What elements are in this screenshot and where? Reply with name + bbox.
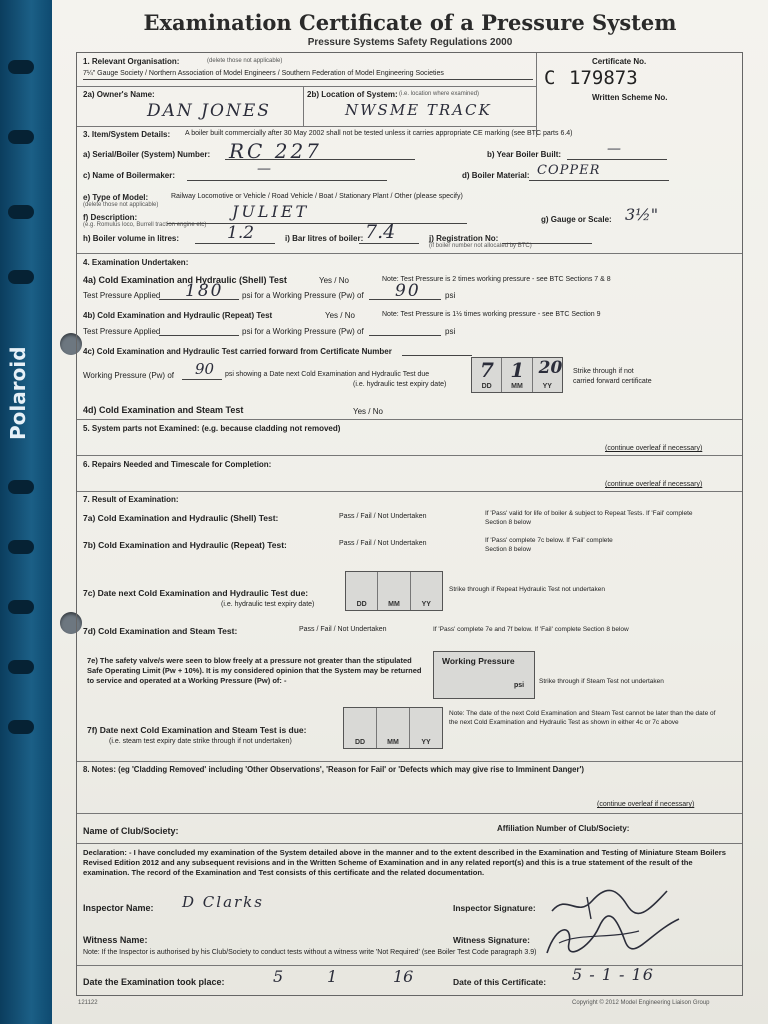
s7-header: 7. Result of Examination: — [83, 495, 179, 504]
s7e-psi-label: psi — [514, 682, 525, 689]
s5-continue: (continue overleaf if necessary) — [605, 445, 703, 452]
owner-value: DAN JONES — [147, 101, 271, 121]
exam-date-label: Date the Examination took place: — [83, 977, 225, 987]
material-label: d) Boiler Material: — [462, 171, 530, 180]
type-options: Railway Locomotive or Vehicle / Road Vehicle / Boat / Stationary Plant / Other (please specify) — [171, 193, 463, 200]
psi-label: psi — [445, 327, 456, 336]
cert-prefix: C — [544, 67, 556, 89]
inspector-sig-label: Inspector Signature: — [453, 903, 536, 913]
s7b-note: If 'Pass' complete 7c below. If 'Fail' complete Section 8 below — [485, 537, 613, 553]
binder-ring — [8, 540, 34, 554]
binder-spine — [0, 0, 52, 1024]
yy-label: YY — [542, 383, 552, 390]
s1-orgs: 7¼" Gauge Society / Northern Association of Model Engineers / Southern Federation of Model Engineering Societies — [83, 70, 444, 77]
field-line — [502, 243, 592, 244]
s4a-note: Note: Test Pressure is 2 times working pressure - see BTC Sections 7 & 8 — [382, 276, 611, 283]
reg-label: j) Registration No: — [429, 234, 499, 243]
s3-header: 3. Item/System Details: — [83, 130, 171, 139]
inspector-name-value: D Clarks — [182, 893, 264, 911]
s6-label: 6. Repairs Needed and Timescale for Completion: — [83, 460, 272, 469]
type-note: (delete those not applicable) — [83, 202, 159, 208]
psi-for-label: psi for a Working Pressure (Pw) of — [242, 291, 364, 300]
year-label: b) Year Boiler Built: — [487, 150, 562, 159]
serial-label: a) Serial/Boiler (System) Number: — [83, 150, 211, 159]
test-applied-label: Test Pressure Applied — [83, 291, 161, 300]
s4a-test-value: 180 — [185, 281, 224, 301]
cert-date-value: 5 - 1 - 16 — [572, 965, 654, 984]
cert-date-label: Date of this Certificate: — [453, 977, 547, 987]
s4c-date-boxes — [471, 357, 563, 393]
s8-label: 8. Notes: (eg 'Cladding Removed' including 'Other Observations', 'Reason for Fail' or 'Defects which may give rise to Imminent Danger') — [83, 765, 584, 774]
mm-label: MM — [387, 739, 399, 746]
binder-ring — [8, 130, 34, 144]
s4a-label: 4a) Cold Examination and Hydraulic (Shell) Test — [83, 275, 287, 285]
gauge-label: g) Gauge or Scale: — [541, 215, 612, 224]
s4c-yy: 20 — [538, 358, 563, 378]
s4d-label: 4d) Cold Examination and Steam Test — [83, 405, 244, 415]
s7c-mm-cell — [378, 572, 410, 610]
decl-top-border — [77, 843, 742, 844]
field-line — [167, 223, 467, 224]
s7c-date-boxes — [345, 571, 443, 611]
binder-ring — [8, 480, 34, 494]
s4c-dd: 7 — [480, 358, 494, 382]
type-label: e) Type of Model: — [83, 193, 149, 202]
s7f-label: 7f) Date next Cold Examination and Steam Test is due: — [87, 725, 307, 735]
field-line — [402, 355, 472, 356]
s4c-label: 4c) Cold Examination and Hydraulic Test carried forward from Certificate Number — [83, 347, 392, 356]
s1-label: 1. Relevant Organisation: — [83, 57, 180, 66]
binder-ring — [8, 600, 34, 614]
page-title: Examination Certificate of a Pressure System — [143, 10, 677, 35]
declaration-text: Declaration: - I have concluded my examination of the System detailed above in the manner and to the extent described in the Examination and Testing of Miniature Steam Boilers Revised Edition 2012 and any subsequent revisions and in the Written Scheme of Examination and in any related report(s) and this is a true statement of the result of the examination. The record of the Examination and Test consists of this certificate and the related documentation. — [83, 848, 726, 877]
s7e-text: 7e) The safety valve/s were seen to blow freely at a pressure not greater than the stipulated Safe Operating Limit (Pw + 10%). It is my considered opinion that the System may be returned to service and operated at a Working Pressure (Pw) of: - — [87, 656, 422, 685]
form-code: 121122 — [78, 1000, 98, 1006]
s7c-yy-cell — [411, 572, 442, 610]
field-line — [195, 243, 275, 244]
s6-top-border — [77, 455, 742, 456]
volume-value: 1.2 — [227, 223, 255, 243]
s4-top-border — [77, 253, 742, 254]
field-line — [159, 335, 239, 336]
s4b-note: Note: Test Pressure is 1½ times working pressure - see BTC Section 9 — [382, 311, 601, 318]
affil-label: Affiliation Number of Club/Society: — [497, 824, 630, 833]
reg-note: (if boiler number not allocated by BTC) — [429, 243, 532, 249]
psi-for-label: psi for a Working Pressure (Pw) of — [242, 327, 364, 336]
maker-value: — — [257, 161, 271, 177]
s4a-yesno: Yes / No — [319, 276, 349, 285]
exam-date-yy: 16 — [393, 967, 414, 986]
serial-value: RC 227 — [229, 139, 322, 163]
owner-label: 2a) Owner's Name: — [83, 90, 155, 99]
test-applied-label: Test Pressure Applied — [83, 327, 161, 336]
divider — [536, 53, 537, 137]
s8-top-border — [77, 761, 742, 762]
s7a-note: If 'Pass' valid for life of boiler & subject to Repeat Tests. If 'Fail' complete Section 8 below — [485, 510, 693, 526]
location-value: NWSME TRACK — [345, 101, 492, 119]
volume-label: h) Boiler volume in litres: — [83, 234, 180, 243]
witness-sig-label: Witness Signature: — [453, 935, 530, 945]
divider — [303, 86, 304, 126]
bar-value: 7.4 — [365, 221, 396, 243]
s4b-label: 4b) Cold Examination and Hydraulic (Repeat) Test — [83, 311, 273, 320]
binder-ring — [8, 60, 34, 74]
s1-note: (delete those not applicable) — [207, 58, 283, 64]
yy-label: YY — [421, 601, 431, 608]
dd-label: DD — [354, 739, 366, 746]
s7f-note: Note: The date of the next Cold Examination and Steam Test cannot be later than the date of the next Cold Examination and Hydraulic Test as shown in either 4c or 7c above — [449, 710, 716, 726]
s7a-label: 7a) Cold Examination and Hydraulic (Shell) Test: — [83, 513, 279, 523]
maker-label: c) Name of Boilermaker: — [83, 171, 176, 180]
binder-ring — [8, 270, 34, 284]
field-line — [567, 159, 667, 160]
s7-top-border — [77, 491, 742, 492]
cert-number: 179873 — [569, 67, 638, 89]
inspector-name-label: Inspector Name: — [83, 903, 154, 913]
s7f-date-boxes — [343, 707, 443, 749]
s4c-yy-cell — [533, 358, 562, 392]
field-line — [369, 299, 441, 300]
s4c-wp-value: 90 — [195, 360, 215, 378]
field-line — [159, 299, 239, 300]
location-note: (i.e. location where examined) — [399, 91, 480, 97]
psi-label: psi — [445, 291, 456, 300]
field-line — [187, 180, 387, 181]
s4d-yesno: Yes / No — [353, 407, 383, 416]
binder-ring — [8, 720, 34, 734]
bar-label: i) Bar litres of boiler: — [285, 234, 364, 243]
s4c-mm: 1 — [510, 358, 525, 382]
s7e-wp-label: Working Pressure — [442, 656, 515, 666]
desc-note: (e.g. Romulus loco, Burrell traction engine etc) — [83, 222, 207, 228]
s4a-wp-value: 90 — [395, 281, 421, 301]
s7c-label: 7c) Date next Cold Examination and Hydraulic Test due: — [83, 588, 309, 598]
exam-date-mm: 1 — [327, 967, 338, 986]
s7d-note: If 'Pass' complete 7e and 7f below. If 'Fail' complete Section 8 below — [433, 626, 629, 633]
witness-signature — [539, 913, 689, 959]
s5-top-border — [77, 419, 742, 420]
mm-label: MM — [388, 601, 400, 608]
club-top-border — [77, 813, 742, 814]
s7c-dd-cell — [346, 572, 378, 610]
s5-label: 5. System parts not Examined: (e.g. because cladding not removed) — [83, 424, 341, 433]
yy-label: YY — [421, 739, 431, 746]
s6-continue: (continue overleaf if necessary) — [605, 481, 703, 488]
binder-ring — [8, 205, 34, 219]
s7f-sub: (i.e. steam test expiry date strike through if not undertaken) — [109, 738, 292, 745]
field-line — [359, 243, 419, 244]
field-line — [182, 379, 222, 380]
s3-top-border — [77, 126, 536, 127]
dd-label: DD — [481, 383, 492, 390]
club-name-label: Name of Club/Society: — [83, 826, 179, 836]
s7c-sub: (i.e. hydraulic test expiry date) — [221, 601, 315, 608]
field-line — [225, 159, 415, 160]
s7b-label: 7b) Cold Examination and Hydraulic (Repeat) Test: — [83, 540, 287, 550]
mm-label: MM — [511, 383, 523, 390]
s7b-options: Pass / Fail / Not Undertaken — [339, 540, 427, 547]
copyright: Copyright © 2012 Model Engineering Liaison Group — [572, 1000, 710, 1006]
s3-header-note: A boiler built commercially after 30 May 2002 shall not be tested unless it carries appropriate CE marking (see BTC parts 6.4) — [185, 130, 573, 137]
s7e-note: Strike through if Steam Test not undertaken — [539, 678, 664, 685]
exam-date-dd: 5 — [273, 967, 284, 986]
desc-label: f) Description: — [83, 213, 138, 222]
s7f-dd-cell — [344, 708, 377, 748]
field-line — [529, 180, 669, 181]
witness-name-label: Witness Name: — [83, 935, 148, 945]
s4c-showing: psi showing a Date next Cold Examination and Hydraulic Test due — [225, 371, 430, 378]
s4-header: 4. Examination Undertaken: — [83, 258, 189, 267]
material-value: COPPER — [537, 163, 601, 178]
s7d-label: 7d) Cold Examination and Steam Test: — [83, 626, 238, 636]
binder-brand-logo: Polaroid — [6, 346, 30, 440]
s4c-mm-cell — [502, 358, 532, 392]
s7f-mm-cell — [377, 708, 410, 748]
desc-value: JULIET — [232, 202, 310, 221]
s4c-wp-label: Working Pressure (Pw) of — [83, 371, 174, 380]
field-line — [369, 335, 441, 336]
binder-ring — [8, 660, 34, 674]
year-value: — — [607, 141, 621, 157]
s4c-dd-cell — [472, 358, 502, 392]
s4c-strike: Strike through if not carried forward certificate — [573, 368, 652, 385]
s4b-yesno: Yes / No — [325, 311, 355, 320]
s8-continue: (continue overleaf if necessary) — [597, 801, 695, 808]
scheme-label: Written Scheme No. — [592, 93, 668, 102]
s4c-expiry: (i.e. hydraulic test expiry date) — [353, 381, 447, 388]
certificate-page — [52, 0, 768, 1024]
s1-line — [83, 79, 533, 80]
dd-label: DD — [356, 601, 367, 608]
certificate-form — [76, 52, 743, 996]
witness-note: Note: If the Inspector is authorised by his Club/Society to conduct tests without a witness write 'Not Required' (see Boiler Test Code paragraph 3.9) — [83, 949, 537, 956]
s7e-wp-box — [433, 651, 535, 699]
s7c-note: Strike through if Repeat Hydraulic Test not undertaken — [449, 586, 605, 593]
s7a-options: Pass / Fail / Not Undertaken — [339, 513, 427, 520]
s2-top-border — [77, 86, 536, 87]
page-subtitle: Pressure Systems Safety Regulations 2000 — [307, 37, 513, 48]
cert-number-label: Certificate No. — [592, 57, 647, 66]
s7d-options: Pass / Fail / Not Undertaken — [299, 626, 387, 633]
location-label: 2b) Location of System: — [307, 90, 398, 99]
gauge-value: 3½" — [625, 205, 659, 224]
s7f-yy-cell — [410, 708, 442, 748]
